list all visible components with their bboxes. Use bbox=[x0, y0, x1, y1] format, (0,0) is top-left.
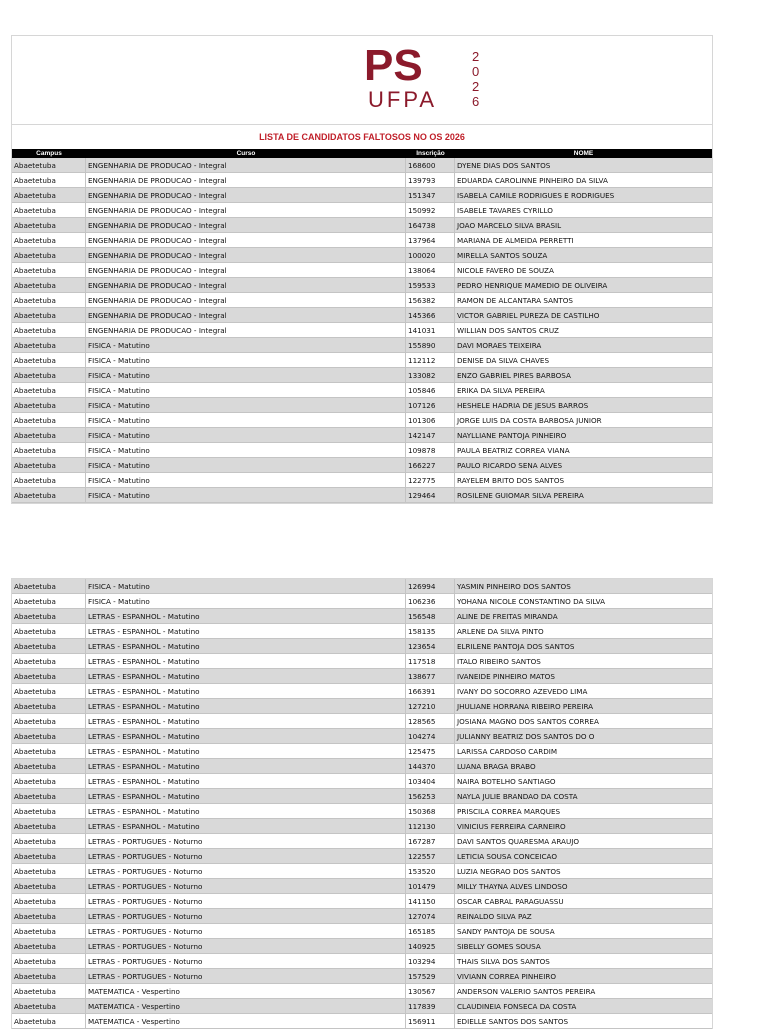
table-row bbox=[12, 879, 712, 894]
table-row bbox=[12, 233, 712, 248]
cell-nome: LARISSA CARDOSO CARDIM bbox=[457, 747, 558, 756]
table-row bbox=[12, 173, 712, 188]
cell-campus: Abaetetuba bbox=[12, 774, 86, 788]
cell-curso: FISICA - Matutino bbox=[86, 458, 406, 472]
cell-nome: MARIANA DE ALMEIDA PERRETTI bbox=[457, 236, 574, 245]
cell-campus: Abaetetuba bbox=[12, 233, 86, 247]
table-row bbox=[12, 263, 712, 278]
cell-nome: RAYELEM BRITO DOS SANTOS bbox=[457, 476, 565, 485]
cell-inscricao: 126994 bbox=[406, 579, 455, 593]
table-row bbox=[12, 473, 712, 488]
cell-campus: Abaetetuba bbox=[12, 864, 86, 878]
logo-ps-text: PS bbox=[364, 43, 423, 90]
cell-nome: NAYLLIANE PANTOJA PINHEIRO bbox=[457, 431, 567, 440]
cell-curso: LETRAS - PORTUGUES - Noturno bbox=[86, 924, 406, 938]
cell-inscricao: 109878 bbox=[406, 443, 455, 457]
table-row bbox=[12, 759, 712, 774]
cell-curso: ENGENHARIA DE PRODUCAO - Integral bbox=[86, 218, 406, 232]
cell-nome: EDIELLE SANTOS DOS SANTOS bbox=[457, 1017, 569, 1026]
cell-curso: FISICA - Matutino bbox=[86, 383, 406, 397]
cell-curso: LETRAS - PORTUGUES - Noturno bbox=[86, 864, 406, 878]
cell-curso: ENGENHARIA DE PRODUCAO - Integral bbox=[86, 308, 406, 322]
cell-curso: LETRAS - ESPANHOL - Matutino bbox=[86, 684, 406, 698]
cell-nome: JOSIANA MAGNO DOS SANTOS CORREA bbox=[457, 717, 599, 726]
table-row bbox=[12, 443, 712, 458]
cell-nome: JOAO MARCELO SILVA BRASIL bbox=[457, 221, 562, 230]
table-row bbox=[12, 684, 712, 699]
cell-curso: ENGENHARIA DE PRODUCAO - Integral bbox=[86, 278, 406, 292]
cell-curso: LETRAS - PORTUGUES - Noturno bbox=[86, 849, 406, 863]
cell-curso: LETRAS - ESPANHOL - Matutino bbox=[86, 789, 406, 803]
cell-inscricao: 167287 bbox=[406, 834, 455, 848]
cell-campus: Abaetetuba bbox=[12, 714, 86, 728]
cell-campus: Abaetetuba bbox=[12, 744, 86, 758]
cell-curso: ENGENHARIA DE PRODUCAO - Integral bbox=[86, 158, 406, 172]
cell-inscricao: 125475 bbox=[406, 744, 455, 758]
logo-ufpa-text: UFPA bbox=[368, 87, 438, 112]
cell-campus: Abaetetuba bbox=[12, 579, 86, 593]
cell-nome: ERIKA DA SILVA PEREIRA bbox=[457, 386, 545, 395]
cell-campus: Abaetetuba bbox=[12, 684, 86, 698]
logo-year-digit-1: 2 bbox=[472, 49, 480, 64]
cell-curso: MATEMATICA - Vespertino bbox=[86, 1014, 406, 1028]
cell-campus: Abaetetuba bbox=[12, 894, 86, 908]
header-curso: Curso bbox=[236, 150, 256, 157]
cell-campus: Abaetetuba bbox=[12, 849, 86, 863]
table-row bbox=[12, 323, 712, 338]
cell-campus: Abaetetuba bbox=[12, 669, 86, 683]
table-row bbox=[12, 383, 712, 398]
cell-curso: FISICA - Matutino bbox=[86, 338, 406, 352]
table-row bbox=[12, 413, 712, 428]
cell-curso: LETRAS - ESPANHOL - Matutino bbox=[86, 639, 406, 653]
cell-inscricao: 156382 bbox=[406, 293, 455, 307]
cell-inscricao: 139793 bbox=[406, 173, 455, 187]
table-row bbox=[12, 579, 712, 594]
cell-campus: Abaetetuba bbox=[12, 624, 86, 638]
table-row bbox=[12, 248, 712, 263]
cell-curso: LETRAS - ESPANHOL - Matutino bbox=[86, 624, 406, 638]
cell-nome: MIRELLA SANTOS SOUZA bbox=[457, 251, 548, 260]
cell-nome: DAVI SANTOS QUARESMA ARAUJO bbox=[457, 837, 579, 846]
cell-inscricao: 138064 bbox=[406, 263, 455, 277]
table-row bbox=[12, 639, 712, 654]
cell-nome: ARLENE DA SILVA PINTO bbox=[457, 627, 544, 636]
cell-campus: Abaetetuba bbox=[12, 729, 86, 743]
table-row bbox=[12, 458, 712, 473]
cell-inscricao: 153520 bbox=[406, 864, 455, 878]
table-row bbox=[12, 488, 712, 503]
page-block-2 bbox=[11, 578, 713, 1029]
table-row bbox=[12, 939, 712, 954]
table-row bbox=[12, 594, 712, 609]
table-row bbox=[12, 849, 712, 864]
ps-ufpa-2026-logo bbox=[364, 43, 484, 113]
cell-campus: Abaetetuba bbox=[12, 263, 86, 277]
cell-inscricao: 107126 bbox=[406, 398, 455, 412]
table-row bbox=[12, 699, 712, 714]
cell-inscricao: 150992 bbox=[406, 203, 455, 217]
cell-curso: FISICA - Matutino bbox=[86, 368, 406, 382]
cell-campus: Abaetetuba bbox=[12, 789, 86, 803]
cell-inscricao: 150368 bbox=[406, 804, 455, 818]
cell-inscricao: 156253 bbox=[406, 789, 455, 803]
cell-campus: Abaetetuba bbox=[12, 218, 86, 232]
table-row bbox=[12, 278, 712, 293]
cell-curso: LETRAS - PORTUGUES - Noturno bbox=[86, 909, 406, 923]
table-row bbox=[12, 954, 712, 969]
cell-inscricao: 112130 bbox=[406, 819, 455, 833]
cell-nome: MILLY THAYNA ALVES LINDOSO bbox=[457, 882, 568, 891]
cell-curso: LETRAS - PORTUGUES - Noturno bbox=[86, 894, 406, 908]
cell-curso: ENGENHARIA DE PRODUCAO - Integral bbox=[86, 203, 406, 217]
cell-inscricao: 101479 bbox=[406, 879, 455, 893]
cell-campus: Abaetetuba bbox=[12, 158, 86, 172]
cell-curso: LETRAS - ESPANHOL - Matutino bbox=[86, 774, 406, 788]
cell-inscricao: 100020 bbox=[406, 248, 455, 262]
cell-curso: LETRAS - PORTUGUES - Noturno bbox=[86, 954, 406, 968]
cell-campus: Abaetetuba bbox=[12, 278, 86, 292]
table-row bbox=[12, 969, 712, 984]
cell-curso: FISICA - Matutino bbox=[86, 398, 406, 412]
cell-inscricao: 151347 bbox=[406, 188, 455, 202]
cell-inscricao: 130567 bbox=[406, 984, 455, 998]
cell-campus: Abaetetuba bbox=[12, 488, 86, 502]
cell-campus: Abaetetuba bbox=[12, 173, 86, 187]
cell-inscricao: 122557 bbox=[406, 849, 455, 863]
document-title: LISTA DE CANDIDATOS FALTOSOS NO OS 2026 bbox=[259, 132, 465, 142]
cell-campus: Abaetetuba bbox=[12, 428, 86, 442]
cell-curso: ENGENHARIA DE PRODUCAO - Integral bbox=[86, 323, 406, 337]
table-row bbox=[12, 774, 712, 789]
cell-inscricao: 122775 bbox=[406, 473, 455, 487]
table-row bbox=[12, 909, 712, 924]
cell-inscricao: 127074 bbox=[406, 909, 455, 923]
cell-inscricao: 144370 bbox=[406, 759, 455, 773]
cell-curso: LETRAS - ESPANHOL - Matutino bbox=[86, 609, 406, 623]
cell-curso: LETRAS - ESPANHOL - Matutino bbox=[86, 729, 406, 743]
cell-nome: NAYLA JULIE BRANDAO DA COSTA bbox=[457, 792, 578, 801]
table-row bbox=[12, 894, 712, 909]
table-row bbox=[12, 984, 712, 999]
cell-inscricao: 123654 bbox=[406, 639, 455, 653]
cell-curso: ENGENHARIA DE PRODUCAO - Integral bbox=[86, 263, 406, 277]
header-campus: Campus bbox=[36, 150, 62, 157]
cell-campus: Abaetetuba bbox=[12, 984, 86, 998]
cell-inscricao: 105846 bbox=[406, 383, 455, 397]
table-row bbox=[12, 624, 712, 639]
table-row bbox=[12, 218, 712, 233]
cell-curso: LETRAS - ESPANHOL - Matutino bbox=[86, 819, 406, 833]
cell-nome: THAIS SILVA DOS SANTOS bbox=[457, 957, 550, 966]
table-row bbox=[12, 398, 712, 413]
cell-nome: YOHANA NICOLE CONSTANTINO DA SILVA bbox=[457, 597, 606, 606]
cell-curso: FISICA - Matutino bbox=[86, 488, 406, 502]
cell-campus: Abaetetuba bbox=[12, 939, 86, 953]
cell-inscricao: 159533 bbox=[406, 278, 455, 292]
cell-inscricao: 138677 bbox=[406, 669, 455, 683]
table-row bbox=[12, 428, 712, 443]
cell-curso: LETRAS - ESPANHOL - Matutino bbox=[86, 759, 406, 773]
table-row bbox=[12, 293, 712, 308]
cell-nome: DYENE DIAS DOS SANTOS bbox=[457, 161, 551, 170]
cell-campus: Abaetetuba bbox=[12, 594, 86, 608]
cell-curso: ENGENHARIA DE PRODUCAO - Integral bbox=[86, 233, 406, 247]
cell-nome: PEDRO HENRIQUE MAMEDIO DE OLIVEIRA bbox=[457, 281, 608, 290]
cell-inscricao: 103294 bbox=[406, 954, 455, 968]
cell-inscricao: 166391 bbox=[406, 684, 455, 698]
cell-inscricao: 166227 bbox=[406, 458, 455, 472]
cell-curso: LETRAS - ESPANHOL - Matutino bbox=[86, 669, 406, 683]
cell-curso: LETRAS - PORTUGUES - Noturno bbox=[86, 969, 406, 983]
cell-nome: SIBELLY GOMES SOUSA bbox=[457, 942, 541, 951]
table-row bbox=[12, 203, 712, 218]
cell-nome: ITALO RIBEIRO SANTOS bbox=[457, 657, 541, 666]
table-row bbox=[12, 654, 712, 669]
cell-inscricao: 141031 bbox=[406, 323, 455, 337]
cell-nome: ISABELE TAVARES CYRILLO bbox=[457, 206, 553, 215]
cell-curso: FISICA - Matutino bbox=[86, 443, 406, 457]
cell-campus: Abaetetuba bbox=[12, 398, 86, 412]
cell-inscricao: 103404 bbox=[406, 774, 455, 788]
table-row bbox=[12, 308, 712, 323]
cell-curso: FISICA - Matutino bbox=[86, 353, 406, 367]
table-row bbox=[12, 353, 712, 368]
cell-curso: ENGENHARIA DE PRODUCAO - Integral bbox=[86, 293, 406, 307]
cell-nome: ISABELA CAMILE RODRIGUES E RODRIGUES bbox=[457, 191, 615, 200]
cell-nome: VIVIANN CORREA PINHEIRO bbox=[457, 972, 556, 981]
table-row bbox=[12, 789, 712, 804]
cell-campus: Abaetetuba bbox=[12, 759, 86, 773]
cell-campus: Abaetetuba bbox=[12, 203, 86, 217]
cell-campus: Abaetetuba bbox=[12, 699, 86, 713]
cell-campus: Abaetetuba bbox=[12, 443, 86, 457]
cell-nome: LUZIA NEGRAO DOS SANTOS bbox=[457, 867, 561, 876]
cell-inscricao: 128565 bbox=[406, 714, 455, 728]
page-block-1 bbox=[11, 35, 713, 504]
table-row bbox=[12, 819, 712, 834]
table-row bbox=[12, 834, 712, 849]
cell-inscricao: 156548 bbox=[406, 609, 455, 623]
cell-campus: Abaetetuba bbox=[12, 188, 86, 202]
cell-inscricao: 137964 bbox=[406, 233, 455, 247]
cell-curso: FISICA - Matutino bbox=[86, 428, 406, 442]
cell-campus: Abaetetuba bbox=[12, 353, 86, 367]
cell-inscricao: 168600 bbox=[406, 158, 455, 172]
table-row bbox=[12, 669, 712, 684]
cell-nome: PAULA BEATRIZ CORREA VIANA bbox=[457, 446, 570, 455]
cell-nome: JORGE LUIS DA COSTA BARBOSA JUNIOR bbox=[457, 416, 602, 425]
table-row bbox=[12, 368, 712, 383]
table-row bbox=[12, 999, 712, 1014]
cell-nome: HESHELE HADRIA DE JESUS BARROS bbox=[457, 401, 589, 410]
cell-nome: VICTOR GABRIEL PUREZA DE CASTILHO bbox=[457, 311, 600, 320]
cell-curso: LETRAS - ESPANHOL - Matutino bbox=[86, 699, 406, 713]
cell-nome: WILLIAN DOS SANTOS CRUZ bbox=[457, 326, 559, 335]
table-row bbox=[12, 864, 712, 879]
cell-curso: FISICA - Matutino bbox=[86, 413, 406, 427]
logo-year-digit-2: 0 bbox=[472, 64, 480, 79]
cell-nome: PRISCILA CORREA MARQUES bbox=[457, 807, 561, 816]
cell-curso: LETRAS - ESPANHOL - Matutino bbox=[86, 714, 406, 728]
table-row bbox=[12, 1014, 712, 1029]
table-row bbox=[12, 188, 712, 203]
cell-campus: Abaetetuba bbox=[12, 879, 86, 893]
cell-nome: RAMON DE ALCANTARA SANTOS bbox=[457, 296, 573, 305]
cell-inscricao: 104274 bbox=[406, 729, 455, 743]
table-body-1 bbox=[12, 158, 712, 503]
cell-inscricao: 142147 bbox=[406, 428, 455, 442]
cell-nome: YASMIN PINHEIRO DOS SANTOS bbox=[457, 582, 571, 591]
cell-nome: NAIRA BOTELHO SANTIAGO bbox=[457, 777, 556, 786]
cell-inscricao: 106236 bbox=[406, 594, 455, 608]
cell-inscricao: 133082 bbox=[406, 368, 455, 382]
cell-inscricao: 117518 bbox=[406, 654, 455, 668]
cell-inscricao: 157529 bbox=[406, 969, 455, 983]
cell-campus: Abaetetuba bbox=[12, 308, 86, 322]
cell-nome: EDUARDA CAROLINNE PINHEIRO DA SILVA bbox=[457, 176, 608, 185]
table-header bbox=[12, 149, 712, 158]
cell-campus: Abaetetuba bbox=[12, 338, 86, 352]
logo-year-digit-3: 2 bbox=[472, 79, 480, 94]
cell-nome: ANDERSON VALERIO SANTOS PEREIRA bbox=[457, 987, 596, 996]
cell-campus: Abaetetuba bbox=[12, 248, 86, 262]
cell-curso: LETRAS - PORTUGUES - Noturno bbox=[86, 879, 406, 893]
table-row bbox=[12, 714, 712, 729]
cell-curso: LETRAS - ESPANHOL - Matutino bbox=[86, 654, 406, 668]
cell-campus: Abaetetuba bbox=[12, 639, 86, 653]
cell-curso: LETRAS - PORTUGUES - Noturno bbox=[86, 834, 406, 848]
cell-campus: Abaetetuba bbox=[12, 834, 86, 848]
cell-inscricao: 164738 bbox=[406, 218, 455, 232]
cell-curso: LETRAS - ESPANHOL - Matutino bbox=[86, 804, 406, 818]
logo-header bbox=[12, 36, 712, 125]
cell-inscricao: 156911 bbox=[406, 1014, 455, 1028]
cell-nome: LUANA BRAGA BRABO bbox=[457, 762, 536, 771]
cell-campus: Abaetetuba bbox=[12, 954, 86, 968]
cell-campus: Abaetetuba bbox=[12, 323, 86, 337]
cell-nome: OSCAR CABRAL PARAGUASSU bbox=[457, 897, 564, 906]
table-row bbox=[12, 338, 712, 353]
cell-inscricao: 129464 bbox=[406, 488, 455, 502]
logo-year-digit-4: 6 bbox=[472, 94, 480, 109]
cell-nome: VINICIUS FERREIRA CARNEIRO bbox=[457, 822, 566, 831]
cell-campus: Abaetetuba bbox=[12, 368, 86, 382]
cell-inscricao: 112112 bbox=[406, 353, 455, 367]
cell-nome: PAULO RICARDO SENA ALVES bbox=[457, 461, 563, 470]
cell-inscricao: 140925 bbox=[406, 939, 455, 953]
cell-curso: ENGENHARIA DE PRODUCAO - Integral bbox=[86, 173, 406, 187]
header-nome: NOME bbox=[573, 150, 594, 157]
table-row bbox=[12, 924, 712, 939]
cell-nome: LETICIA SOUSA CONCEICAO bbox=[457, 852, 557, 861]
cell-nome: DENISE DA SILVA CHAVES bbox=[457, 356, 550, 365]
cell-inscricao: 117839 bbox=[406, 999, 455, 1013]
cell-nome: ROSILENE GUIOMAR SILVA PEREIRA bbox=[457, 491, 584, 500]
cell-campus: Abaetetuba bbox=[12, 804, 86, 818]
cell-curso: ENGENHARIA DE PRODUCAO - Integral bbox=[86, 248, 406, 262]
cell-nome: REINALDO SILVA PAZ bbox=[457, 912, 532, 921]
cell-nome: ENZO GABRIEL PIRES BARBOSA bbox=[457, 371, 571, 380]
cell-inscricao: 141150 bbox=[406, 894, 455, 908]
table-row bbox=[12, 609, 712, 624]
cell-nome: CLAUDINEIA FONSECA DA COSTA bbox=[457, 1002, 577, 1011]
cell-inscricao: 101306 bbox=[406, 413, 455, 427]
cell-nome: JULIANNY BEATRIZ DOS SANTOS DO O bbox=[457, 732, 595, 741]
table-row bbox=[12, 729, 712, 744]
cell-inscricao: 155890 bbox=[406, 338, 455, 352]
cell-campus: Abaetetuba bbox=[12, 609, 86, 623]
cell-inscricao: 165185 bbox=[406, 924, 455, 938]
cell-nome: NICOLE FAVERO DE SOUZA bbox=[457, 266, 554, 275]
cell-nome: IVANEIDE PINHEIRO MATOS bbox=[457, 672, 555, 681]
table-row bbox=[12, 744, 712, 759]
cell-nome: JHULIANE HORRANA RIBEIRO PEREIRA bbox=[457, 702, 594, 711]
cell-campus: Abaetetuba bbox=[12, 819, 86, 833]
cell-inscricao: 158135 bbox=[406, 624, 455, 638]
cell-campus: Abaetetuba bbox=[12, 473, 86, 487]
cell-inscricao: 145366 bbox=[406, 308, 455, 322]
table-row bbox=[12, 158, 712, 173]
cell-nome: IVANY DO SOCORRO AZEVEDO LIMA bbox=[457, 687, 588, 696]
cell-campus: Abaetetuba bbox=[12, 458, 86, 472]
cell-curso: ENGENHARIA DE PRODUCAO - Integral bbox=[86, 188, 406, 202]
cell-campus: Abaetetuba bbox=[12, 293, 86, 307]
cell-campus: Abaetetuba bbox=[12, 924, 86, 938]
cell-campus: Abaetetuba bbox=[12, 654, 86, 668]
table-row bbox=[12, 804, 712, 819]
cell-curso: FISICA - Matutino bbox=[86, 594, 406, 608]
cell-campus: Abaetetuba bbox=[12, 413, 86, 427]
cell-curso: MATEMATICA - Vespertino bbox=[86, 984, 406, 998]
cell-campus: Abaetetuba bbox=[12, 999, 86, 1013]
cell-curso: FISICA - Matutino bbox=[86, 473, 406, 487]
header-inscricao: Inscrição bbox=[416, 150, 445, 157]
cell-campus: Abaetetuba bbox=[12, 383, 86, 397]
cell-nome: SANDY PANTOJA DE SOUSA bbox=[457, 927, 555, 936]
cell-campus: Abaetetuba bbox=[12, 1014, 86, 1028]
cell-campus: Abaetetuba bbox=[12, 969, 86, 983]
cell-nome: ELRILENE PANTOJA DOS SANTOS bbox=[457, 642, 575, 651]
cell-nome: ALINE DE FREITAS MIRANDA bbox=[457, 612, 558, 621]
table-body-2 bbox=[12, 579, 712, 1029]
cell-campus: Abaetetuba bbox=[12, 909, 86, 923]
cell-curso: MATEMATICA - Vespertino bbox=[86, 999, 406, 1013]
cell-curso: LETRAS - PORTUGUES - Noturno bbox=[86, 939, 406, 953]
cell-curso: LETRAS - ESPANHOL - Matutino bbox=[86, 744, 406, 758]
cell-curso: FISICA - Matutino bbox=[86, 579, 406, 593]
cell-inscricao: 127210 bbox=[406, 699, 455, 713]
cell-nome: DAVI MORAES TEIXEIRA bbox=[457, 341, 542, 350]
